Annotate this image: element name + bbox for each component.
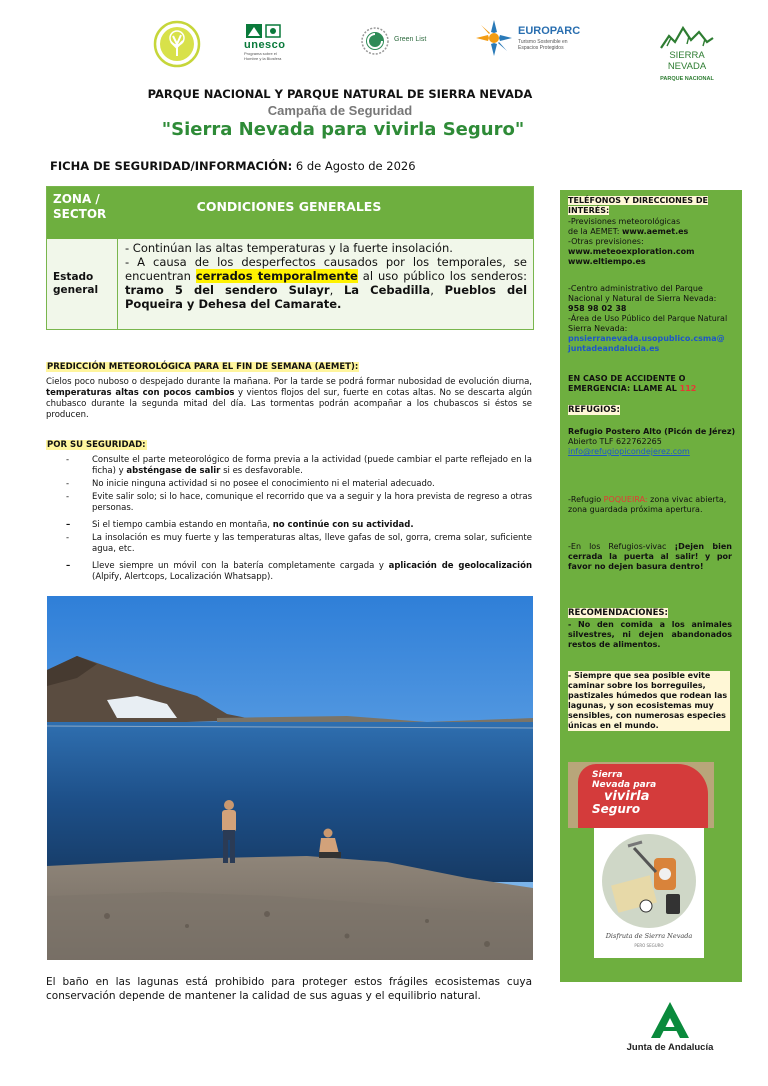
refugio-block: Refugio Postero Alto (Picón de Jérez) Abierto TLF 622762265 info@refugiopicondejerez.com xyxy=(568,427,736,456)
badge-line-1: Sierra xyxy=(592,770,623,780)
lagoon-photo xyxy=(47,596,533,960)
row-label: Estado general xyxy=(53,271,99,296)
aemet-link[interactable]: www.aemet.es xyxy=(621,227,689,236)
vivac-note: -En los Refugios-vivac ¡Dejen bien cerrada la puerta al salir! y por favor no dejen basura dentro! xyxy=(568,542,733,571)
logo-unesco xyxy=(244,23,292,63)
list-item: - Consulte el parte meteorológico de forma previa a la actividad (puede cambiar el parte reflejado en la ficha) y absténgase de salir si es desfavorable. xyxy=(66,455,532,476)
refugios-heading-wrap xyxy=(568,405,620,415)
closed-highlight: cerrados temporalmente xyxy=(195,269,358,283)
logo-europarc xyxy=(474,18,584,58)
junta-logo xyxy=(620,1000,720,1060)
table-row xyxy=(47,239,533,329)
forecast-text: Cielos poco nuboso o despejado durante la mañana. Por la tarde se podrá formar nubosidad de evolución diurna, temperaturas altas con pocos cambios y vientos flojos del sur, fuerte en cotas altas. No se descarta algún chubasco durante la segunda mitad del día. Las tormentas podrán acompañar a los chubascos si éstos se producen. xyxy=(46,377,533,420)
forecast-bold: temperaturas altas con pocos cambios xyxy=(46,388,235,398)
safety-heading: POR SU SEGURIDAD: xyxy=(47,440,146,450)
trail-sulayr: tramo 5 del sendero Sulayr xyxy=(125,283,330,297)
column-header-zone: ZONA / SECTOR xyxy=(53,192,107,221)
forecast-heading-wrap xyxy=(46,354,359,373)
unesco-wordmark: unesco xyxy=(244,39,286,51)
refugio-email-link[interactable]: info@refugiopicondejerez.com xyxy=(568,447,690,456)
logo-green-list xyxy=(361,27,431,59)
poster-title: Disfruta de Sierra Nevada xyxy=(605,932,693,940)
badge-line-4: Seguro xyxy=(592,802,641,816)
conditions-table xyxy=(46,186,534,330)
refugios-heading: REFUGIOS: xyxy=(568,405,620,415)
list-item: - No inicie ninguna actividad si no posee el conocimiento ni el material adecuado. xyxy=(66,479,435,489)
area-email-link[interactable]: pnsierranevada.usopublico.csma@ juntadeandalucia.es xyxy=(568,334,725,353)
condition-line-1: - Continúan las altas temperaturas y la fuerte insolación. xyxy=(125,241,453,255)
trail-poqueira: Pueblos del Poqueira xyxy=(125,283,528,311)
safety-list xyxy=(66,455,532,585)
europarc-label: EUROPARC xyxy=(518,25,581,37)
junta-label: Junta de Andalucía xyxy=(626,1042,714,1053)
rec-heading-wrap xyxy=(568,608,668,618)
row-label-cell xyxy=(47,239,118,329)
recommendations-heading: RECOMENDACIONES: xyxy=(568,608,668,618)
campaign-badge-photo xyxy=(568,762,714,828)
list-item: – Si el tiempo cambia estando en montaña, no continúe con su actividad. xyxy=(66,520,414,530)
campaign-subtitle: Campaña de Seguridad xyxy=(267,103,413,118)
aemet-block: -Previsiones meteorológicas de la AEMET: www.aemet.es -Otras previsiones: www.meteoexploration.com www.eltiempo.es xyxy=(568,217,695,266)
unesco-subtitle: Programa sobre el Hombre y la Biosfera xyxy=(244,51,282,61)
trail-camarate: Dehesa del Camarate xyxy=(198,297,338,311)
forecast-heading: PREDICCIÓN METEOROLÓGICA PARA EL FIN DE SEMANA (AEMET): xyxy=(47,362,359,372)
emergency-number: 112 xyxy=(679,384,697,393)
recommendation-2: - Siempre que sea posible evite caminar sobre los borreguiles, pastizales húmedos que rodean las lagunas, y son ecosistemas muy sensibles, con numerosas especies únicas en el mundo. xyxy=(568,671,730,731)
table-header xyxy=(47,187,533,239)
eltiempo-link[interactable]: www.eltiempo.es xyxy=(568,257,646,266)
list-item: – Lleve siempre un móvil con la batería completamente cargada y aplicación de geolocalización (Alpify, Alertcops, Localización Whatsapp). xyxy=(66,561,532,582)
list-item: - Evite salir solo; si lo hace, comunique el recorrido que va a seguir y la hora prevista de regreso a otras personas. xyxy=(66,492,532,513)
logo-sierra-nevada xyxy=(654,24,720,96)
conditions-cell xyxy=(125,241,527,311)
centro-phone: 958 98 02 38 xyxy=(568,304,627,313)
meteoexploration-link[interactable]: www.meteoexploration.com xyxy=(568,247,695,256)
phones-heading: TELÉFONOS Y DIRECCIONES DE INTERÉS: xyxy=(568,196,708,215)
ficha-date: 6 de Agosto de 2026 xyxy=(295,159,416,173)
ficha-label: FICHA DE SEGURIDAD/INFORMACIÓN: xyxy=(50,159,293,173)
column-header-conditions: CONDICIONES GENERALES xyxy=(196,199,382,214)
poqueira-note: -Refugio POQUEIRA: zona vivac abierta, zona guardada próxima apertura. xyxy=(568,495,727,514)
campaign-slogan: "Sierra Nevada para vivirla Seguro" xyxy=(161,119,525,140)
ficha-line xyxy=(50,159,416,173)
logo-ring-tree xyxy=(153,20,201,68)
trail-cebadilla: La Cebadilla xyxy=(343,283,431,297)
sn-logo-line2: NEVADA xyxy=(667,61,707,72)
centro-block: -Centro administrativo del Parque Nacional y Natural de Sierra Nevada: 958 98 02 38 -Área de Uso Público del Parque Natural Sierra Nevada: pnsierranevada.usopublico.csma@ juntadeandalucia.es xyxy=(568,284,736,354)
poster-subtitle: PERO SEGURO xyxy=(634,943,664,948)
badge-line-2: Nevada para xyxy=(592,780,657,790)
europarc-sub2: Espacios Protegidos xyxy=(518,45,564,51)
sn-logo-line3: PARQUE NACIONAL xyxy=(660,76,714,82)
badge-line-3: vivirla xyxy=(604,789,650,804)
sn-logo-line1: SIERRA xyxy=(669,50,705,61)
safety-heading-wrap xyxy=(46,432,147,451)
emergency-text: EN CASO DE ACCIDENTE O EMERGENCIA: LLAME AL 112 xyxy=(568,374,697,393)
condition-line-2: - A causa de los desperfectos causados por los temporales, se encuentran cerrados temporalmente al uso público los senderos: tramo 5 del sendero Sulayr, La Cebadilla, Pueblos del Poqueira y Dehesa del Camarate. xyxy=(125,255,528,311)
photo-caption: El baño en las lagunas está prohibido para proteger estos frágiles ecosistemas cuya conservación depende de mantener la calidad de sus aguas y el equilibrio natural. xyxy=(46,976,532,1002)
list-item: - La insolación es muy fuerte y las temperaturas altas, lleve gafas de sol, gorra, crema solar, suficiente agua, etc. xyxy=(66,533,532,554)
europarc-sub1: Turismo Sostenible en xyxy=(518,39,568,45)
green-list-label: Green List xyxy=(394,36,427,43)
info-sidebar xyxy=(560,190,742,982)
page-title: PARQUE NACIONAL Y PARQUE NATURAL DE SIERRA NEVADA xyxy=(147,87,533,101)
phones-heading-wrap xyxy=(568,196,736,216)
safety-poster xyxy=(594,828,704,958)
recommendation-1: - No den comida a los animales silvestres, ni dejen abandonados restos de alimentos. xyxy=(568,620,732,649)
